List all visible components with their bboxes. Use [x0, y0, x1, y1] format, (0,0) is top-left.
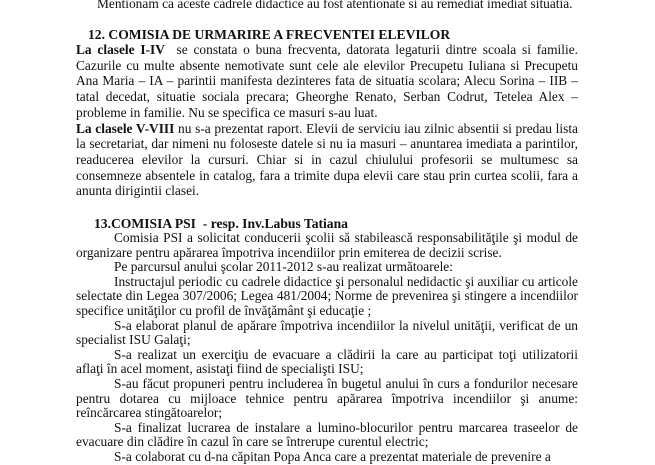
paragraph-text: se constata o buna frecventa, datorata legaturii dintre scoala si familie. Cazurile cu multe absente nemotivate sunt cele ale elevilor Precupetu Iuliana si Precupetu Ana Maria – IA – parintii manifesta dezinteres fata de situatia scolara; Alecu Sorina – IIB – tatal decedat, situatie sociala precara; Gheorghe Renato, Serban Codrut, Tetelea Alex – probleme in familie. Nu se specifica ce masuri s-au luat. [76, 42, 582, 120]
paragraph-classes-i-iv [76, 42, 582, 121]
paragraph: S-a elaborat planul de apărare împotriva incendiilor la nivelul unităţii, verificat de un specialist ISU Galaţi; [76, 317, 578, 348]
paragraph: S-a finalizat lucrarea de instalare a lumino-blocurilor pentru marcarea traseelor de evacuare din clădire în cazul în care se întrerupe curentul electric; [76, 419, 578, 450]
paragraph-lead: La clasele I-IV [76, 42, 165, 57]
paragraph: S-a colaborat cu d-na căpitan Popa Anca care a prezentat materiale de prevenire a [114, 448, 551, 464]
paragraph-text: nu s-a prezentat raport. Elevii de serviciu iau zilnic absentii si predau lista la secretariat, dar nimeni nu foloseste datele si nu ia masuri – anuntarea imediata a parintilor, readucerea elevilor la cursuri. Chiar si in cazul chiulului profesorii se multumesc sa consemneze absentele in catalog, fara a trimite dupa elevii care stau prin curtea scolii, fara a anunta dirigintii clasei. [76, 120, 578, 199]
section-12-title: 12. COMISIA DE URMARIRE A FRECVENTEI ELEVILOR [88, 27, 451, 42]
paragraph: S-a realizat un exerciţiu de evacuare a clădirii la care au participat toţi utilizatorii aflaţi în acel moment, asistaţi fiind de specialişti ISU; [76, 346, 578, 377]
paragraph: Comisia PSI a solicitat conducerii şcolii să stabilească responsabilităţile şi modul de organizare pentru apărarea împotriva incendiilor prin emiterea de decizii scrise. [76, 230, 578, 260]
intro-text: Mentionam ca aceste cadrele didactice au fost atentionate si au remediat imediat situatia. [97, 0, 573, 11]
paragraph: Instructajul periodic cu cadrele didactice şi personalul nedidactic şi auxiliar cu articole selectate din Legea 307/2006; Legea 481/2004; Norme de prevenirea şi stingere a incendiilor specifice unităţilor cu profil de învăţământ şi educaţie ; [76, 273, 578, 318]
intro-line [97, 0, 599, 12]
section-13-body [76, 231, 578, 465]
paragraph: S-au făcut propuneri pentru includerea în bugetul anului în curs a fondurilor necesare pentru dotarea cu mijloace tehnice pentru apărarea împotriva incendiilor şi anume: reîncărcarea stingătoarelor; [76, 375, 578, 421]
paragraph-classes-v-viii [76, 121, 578, 200]
paragraph-lead: La clasele V-VIII [76, 120, 175, 136]
paragraph: Pe parcursul anului şcolar 2011-2012 s-au realizat următoarele: [114, 259, 453, 275]
section-12-body [76, 42, 582, 199]
section-13-title: 13.COMISIA PSI - resp. Inv.Labus Tatiana [94, 216, 348, 231]
